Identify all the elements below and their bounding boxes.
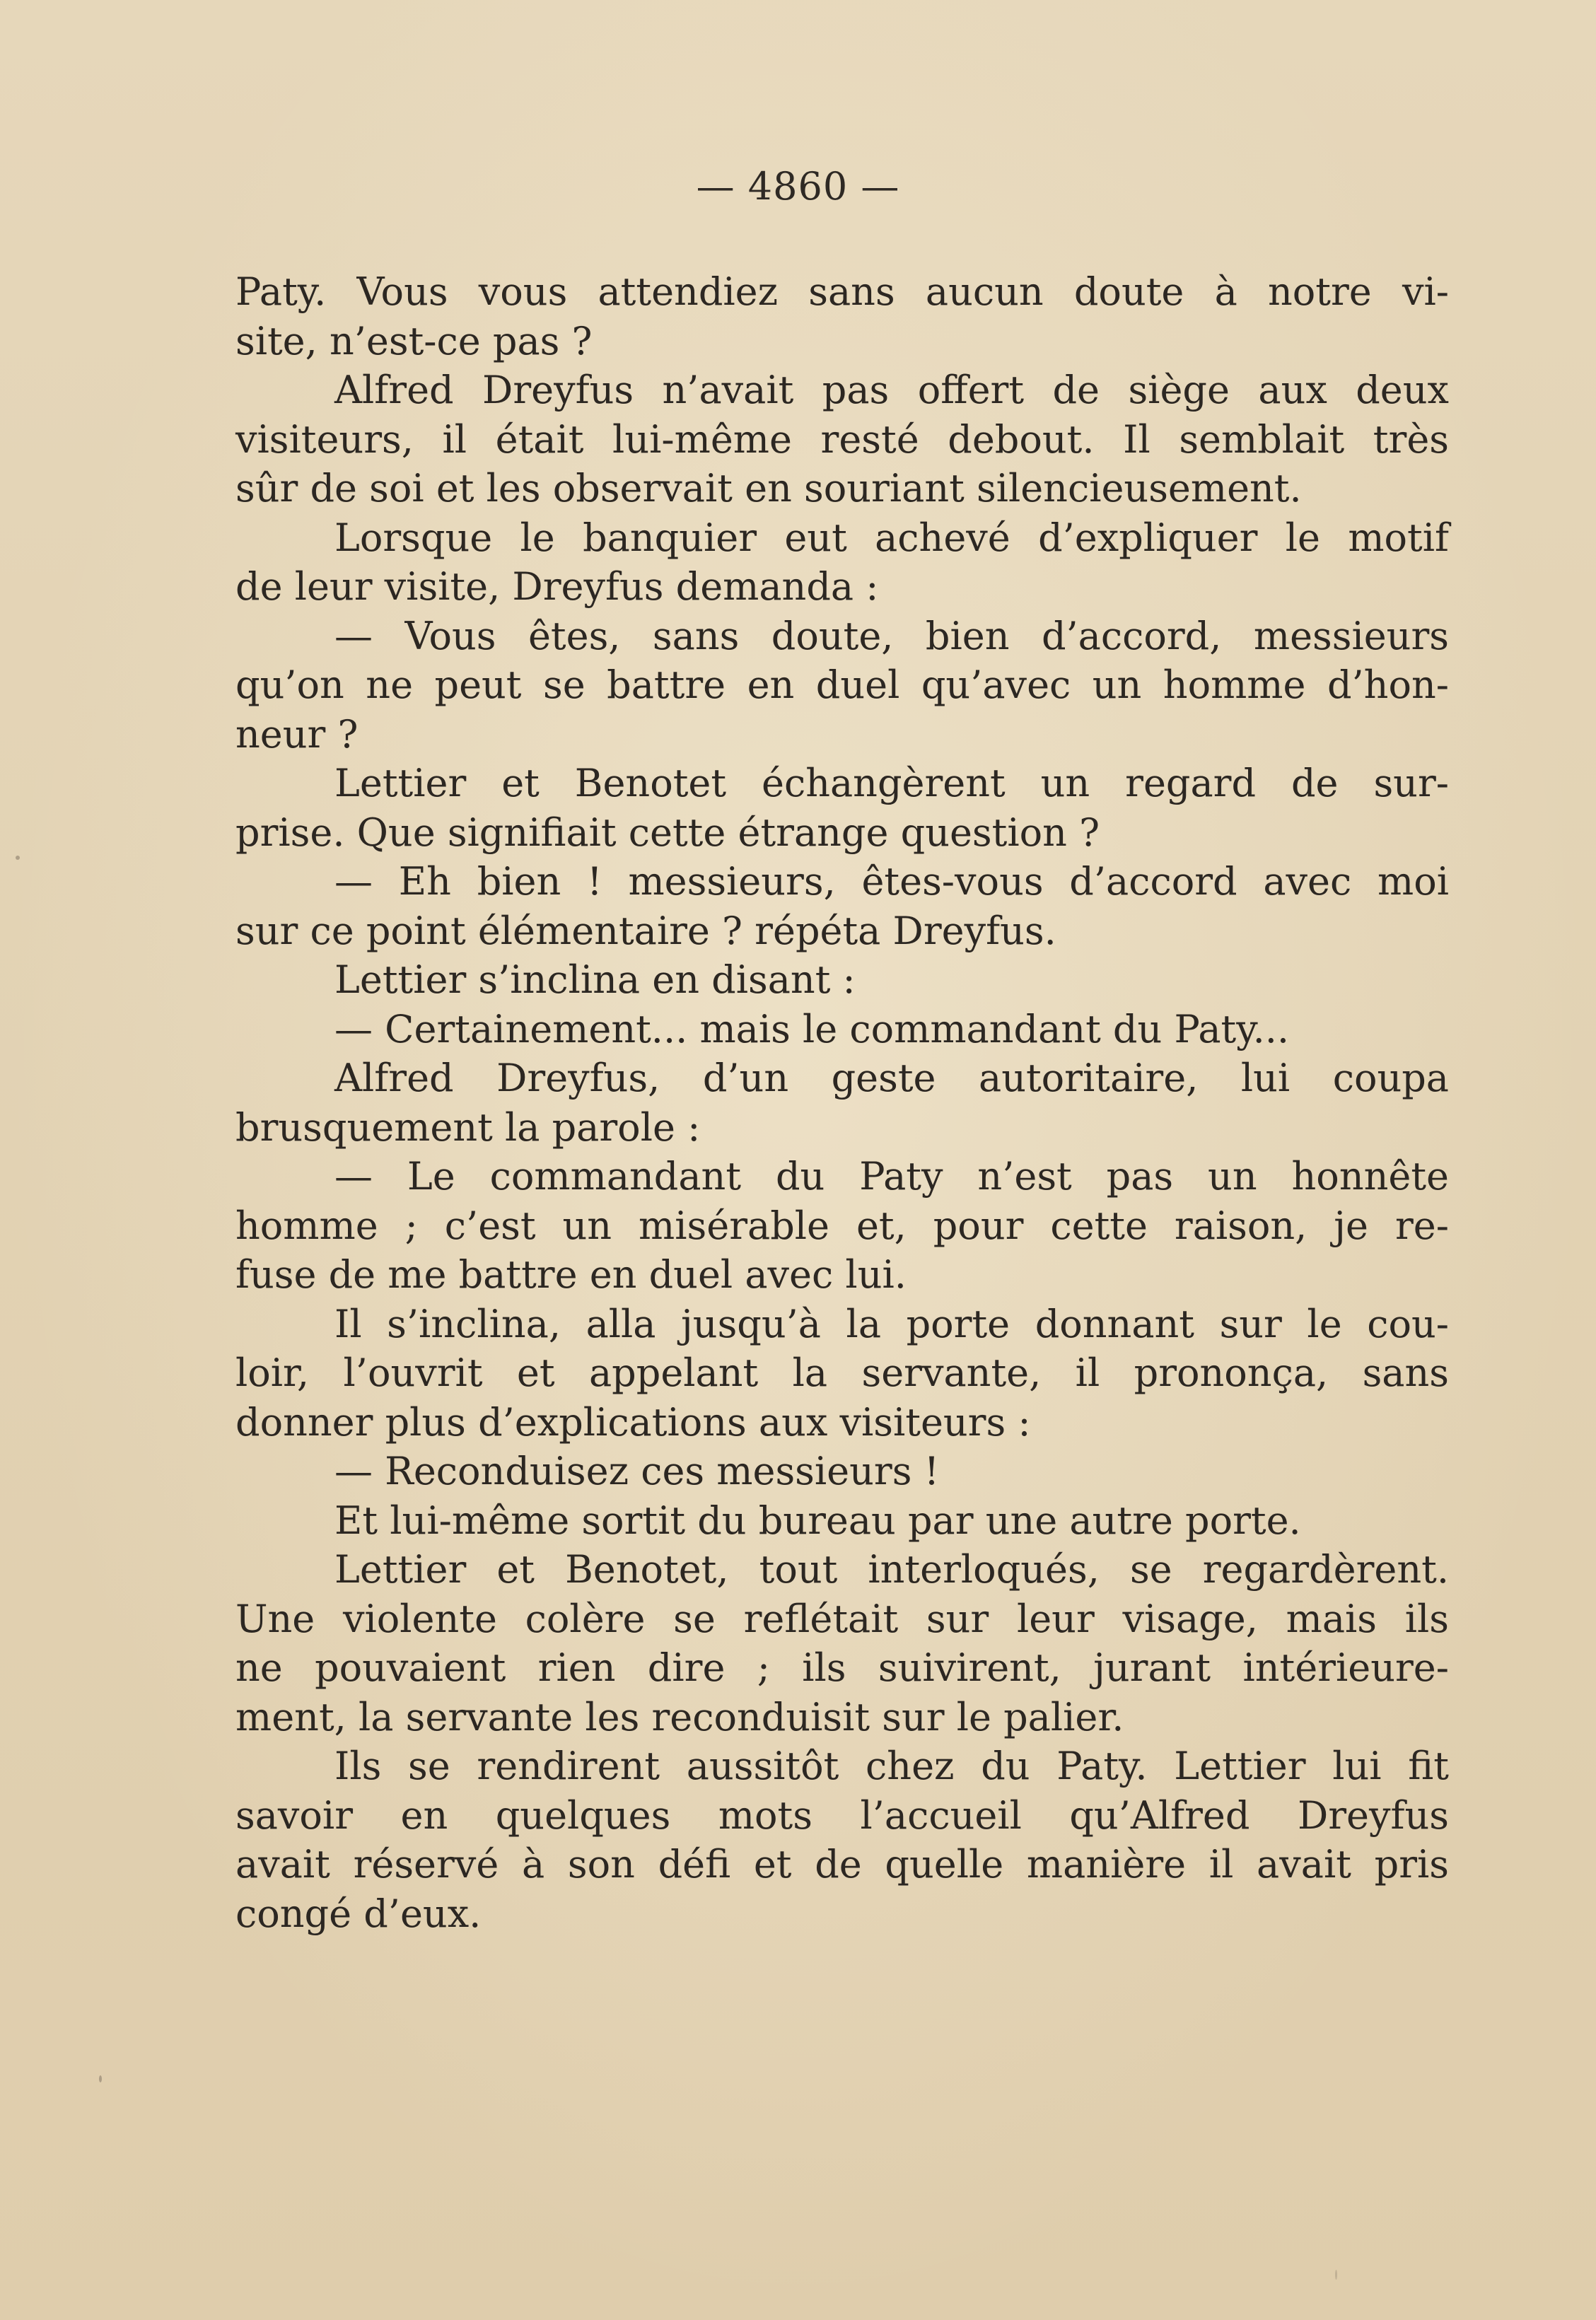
text-line: sûr de soi et les observait en souriant silencieusement.	[235, 466, 1302, 511]
text-line: — Vous êtes, sans doute, bien d’accord, messieurs	[334, 613, 1449, 658]
text-line: — Certainement... mais le commandant du Paty...	[334, 1006, 1290, 1051]
page-number: — 4860 —	[696, 164, 900, 209]
text-line: Et lui-même sortit du bureau par une autre porte.	[334, 1498, 1301, 1543]
text-line: ment, la servante les reconduisit sur le palier.	[235, 1694, 1124, 1739]
paper-speck	[16, 856, 20, 860]
text-line: Ils se rendirent aussitôt chez du Paty. Lettier lui fit	[334, 1744, 1449, 1788]
text-line: Alfred Dreyfus n’avait pas offert de siège aux deux	[334, 368, 1449, 412]
text-line: — Le commandant du Paty n’est pas un honnête	[334, 1154, 1449, 1199]
text-line: ne pouvaient rien dire ; ils suivirent, jurant intérieure-	[235, 1645, 1449, 1690]
paper-speck	[1335, 2270, 1337, 2280]
text-line: congé d’eux.	[235, 1891, 482, 1936]
text-line: — Eh bien ! messieurs, êtes-vous d’accord avec moi	[334, 859, 1449, 904]
text-line: neur ?	[235, 711, 359, 757]
paper-speck	[99, 2075, 102, 2082]
text-line: Lettier et Benotet, tout interloqués, se regardèrent.	[334, 1547, 1449, 1592]
text-line: Lettier s’inclina en disant :	[334, 957, 856, 1002]
text-line: Une violente colère se reflétait sur leur visage, mais ils	[235, 1596, 1449, 1641]
text-line: prise. Que signifiait cette étrange question ?	[235, 810, 1100, 855]
text-line: loir, l’ouvrit et appelant la servante, il prononça, sans	[235, 1351, 1449, 1395]
text-line: Lorsque le banquier eut achevé d’expliquer le motif	[334, 515, 1449, 560]
text-line: avait réservé à son défi et de quelle manière il avait pris	[235, 1842, 1449, 1887]
text-line: visiteurs, il était lui-même resté debout. Il semblait très	[235, 416, 1449, 462]
text-line: brusquement la parole :	[235, 1104, 701, 1150]
text-line: qu’on ne peut se battre en duel qu’avec un homme d’hon-	[235, 663, 1449, 707]
text-line: savoir en quelques mots l’accueil qu’Alfred Dreyfus	[235, 1793, 1449, 1838]
text-line: donner plus d’explications aux visiteurs :	[235, 1399, 1031, 1445]
body-text	[235, 267, 1449, 1938]
text-line: site, n’est-ce pas ?	[235, 318, 593, 363]
text-line: Paty. Vous vous attendiez sans aucun doute à notre vi-	[235, 269, 1449, 314]
text-line: de leur visite, Dreyfus demanda :	[235, 564, 879, 609]
text-line: Lettier et Benotet échangèrent un regard de sur-	[334, 761, 1449, 805]
text-line: fuse de me battre en duel avec lui.	[235, 1252, 907, 1297]
text-line: — Reconduisez ces messieurs !	[334, 1449, 940, 1493]
text-line: sur ce point élémentaire ? répéta Dreyfus.	[235, 908, 1056, 953]
text-line: Alfred Dreyfus, d’un geste autoritaire, lui coupa	[334, 1056, 1449, 1100]
text-line: Il s’inclina, alla jusqu’à la porte donnant sur le cou-	[334, 1301, 1449, 1346]
text-line: homme ; c’est un misérable et, pour cette raison, je re-	[235, 1203, 1449, 1248]
